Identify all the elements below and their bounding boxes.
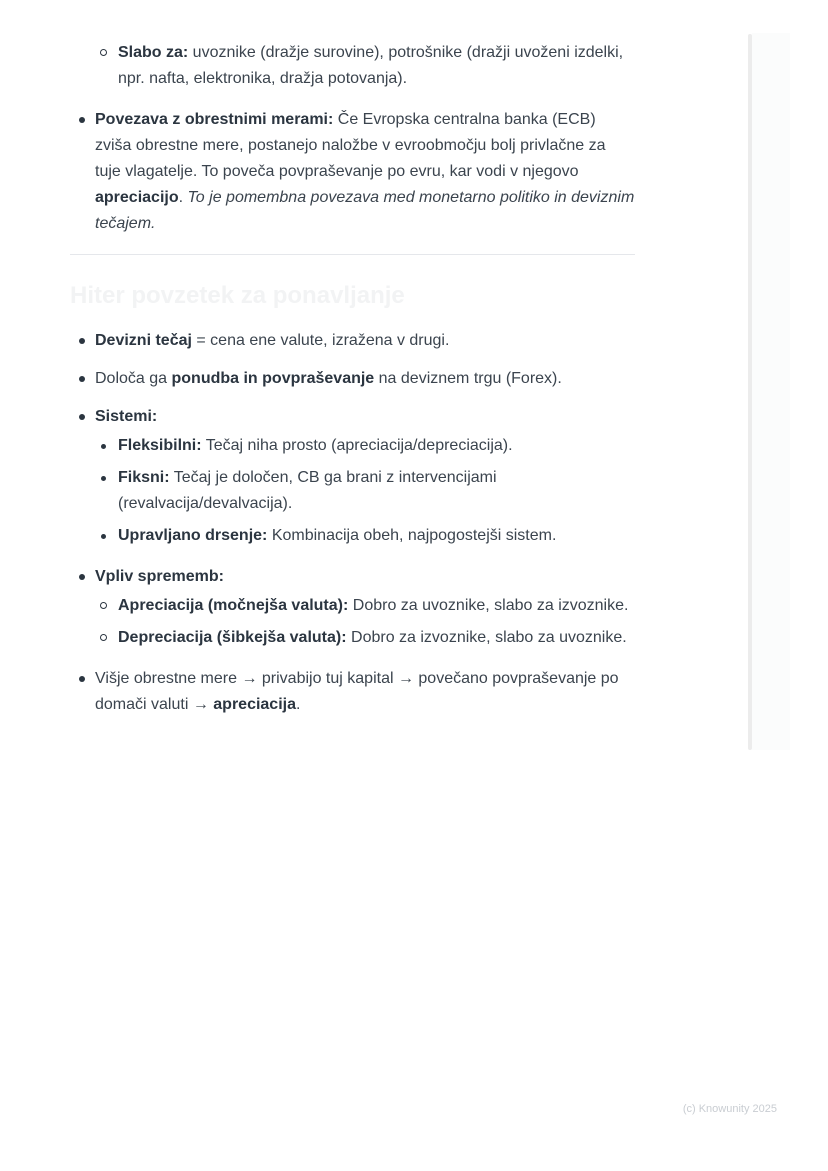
sub-bullet-item <box>70 433 635 459</box>
scrollbar-thumb[interactable] <box>748 34 752 750</box>
text-segment: Vpliv sprememb: <box>95 568 224 585</box>
list-item-text <box>95 670 619 713</box>
text-segment: Če Evropska centralna banka (ECB) zviša obrestne mere, postanejo naložbe v evroobmočju bolj privlačne za tuje vlagatelje. To poveča povpraševanje po evru, kar vodi v njegovo <box>95 111 606 180</box>
text-segment: na deviznem trgu (Forex). <box>374 370 562 387</box>
text-segment: Višje obrestne mere → privabijo tuj kapital → povečano povpraševanje po domači valuti → <box>95 670 619 713</box>
text-segment: . <box>178 189 188 206</box>
text-segment: Sistemi: <box>95 408 158 425</box>
disc-bullet-icon <box>79 414 85 420</box>
disc-bullet-icon <box>79 338 85 344</box>
list-item-text <box>95 332 449 349</box>
disc-bullet-icon <box>79 376 85 382</box>
list-item-text <box>118 629 627 646</box>
bullet-item <box>70 107 635 237</box>
text-segment: Tečaj je določen, CB ga brani z intervencijami (revalvacija/devalvacija). <box>118 469 497 512</box>
sub-bullet-item <box>70 523 635 549</box>
sub-bullet-item <box>70 593 635 619</box>
list-item-text <box>95 111 634 232</box>
text-segment: uvoznike (dražje surovine), potrošnike (dražji uvoženi izdelki, npr. nafta, elektronika, dražja potovanja). <box>118 44 624 87</box>
text-segment: Kombinacija obeh, najpogostejši sistem. <box>267 527 557 544</box>
list-item-text <box>95 568 224 585</box>
text-segment: . <box>296 696 301 713</box>
list-item-text <box>95 370 562 387</box>
text-segment: apreciacija <box>213 696 296 713</box>
text-segment: Devizni tečaj <box>95 332 192 349</box>
document-content <box>70 40 635 718</box>
sub-bullet-item <box>70 40 635 92</box>
text-segment: Povezava z obrestnimi merami: <box>95 111 334 128</box>
text-segment: apreciacijo <box>95 189 179 206</box>
list-item-text <box>118 437 513 454</box>
text-segment: Upravljano drsenje: <box>118 527 268 544</box>
text-segment: Tečaj niha prosto (apreciacija/depreciacija). <box>201 437 513 454</box>
disc-bullet-icon <box>101 476 106 481</box>
circle-bullet-icon <box>100 634 107 641</box>
disc-bullet-icon <box>79 574 85 580</box>
list-item-text <box>118 597 628 614</box>
bullet-item <box>70 564 635 590</box>
text-segment: Dobro za uvoznike, slabo za izvoznike. <box>348 597 629 614</box>
bullet-item <box>70 366 635 392</box>
text-segment: Slabo za: <box>118 44 189 61</box>
sub-bullet-item <box>70 625 635 651</box>
list-item-text <box>95 408 157 425</box>
circle-bullet-icon <box>100 49 107 56</box>
list-item-text <box>118 44 623 87</box>
circle-bullet-icon <box>100 602 107 609</box>
page-edge <box>752 33 790 750</box>
bullet-item <box>70 666 635 718</box>
text-segment: Določa ga <box>95 370 172 387</box>
text-segment: Fleksibilni: <box>118 437 202 454</box>
disc-bullet-icon <box>101 534 106 539</box>
list-item-text <box>118 469 497 512</box>
text-segment: Depreciacija (šibkejša valuta): <box>118 629 347 646</box>
text-segment: = cena ene valute, izražena v drugi. <box>191 332 450 349</box>
disc-bullet-icon <box>101 444 106 449</box>
section-divider <box>70 254 635 255</box>
text-segment: Dobro za izvoznike, slabo za uvoznike. <box>346 629 627 646</box>
bullet-item <box>70 404 635 430</box>
copyright-text: (c) Knowunity 2025 <box>682 1103 777 1115</box>
section-heading: Hiter povzetek za ponavljanje <box>70 282 405 309</box>
text-segment: Apreciacija (močnejša valuta): <box>118 597 349 614</box>
text-segment: Fiksni: <box>118 469 170 486</box>
disc-bullet-icon <box>79 676 85 682</box>
disc-bullet-icon <box>79 117 85 123</box>
sub-bullet-item <box>70 465 635 517</box>
text-segment: ponudba in povpraševanje <box>171 370 375 387</box>
text-segment: To je pomembna povezava med monetarno politiko in deviznim tečajem. <box>95 189 635 232</box>
list-item-text <box>118 527 556 544</box>
bullet-item <box>70 328 635 354</box>
